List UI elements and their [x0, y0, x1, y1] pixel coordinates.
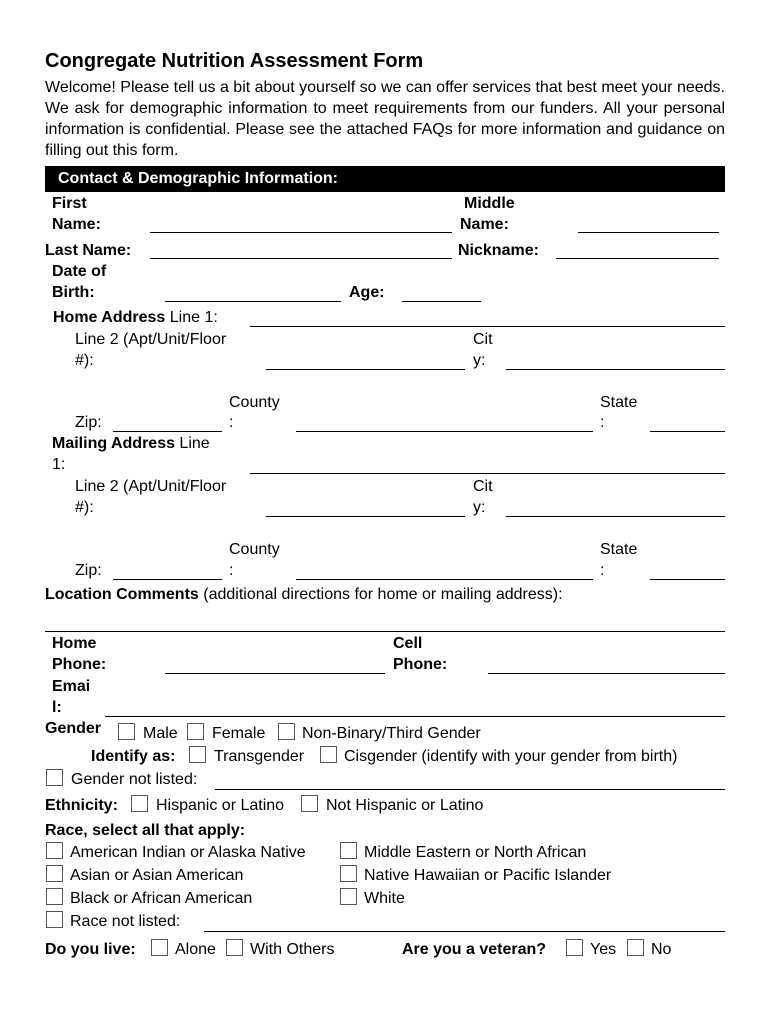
first-name-label-2: Name:	[52, 216, 101, 233]
last-name-input[interactable]	[150, 258, 452, 259]
mailing-county-label-2: :	[229, 562, 234, 579]
race-mena-checkbox[interactable]	[340, 842, 357, 859]
mailing-city-label-2: y:	[473, 499, 486, 516]
home-state-label-2: :	[600, 414, 605, 431]
section-header-text: Contact & Demographic Information:	[58, 170, 339, 187]
home-city-label-1: Cit	[473, 331, 493, 348]
race-label: Race, select all that apply:	[45, 822, 246, 839]
mailing-county-input[interactable]	[296, 579, 593, 580]
veteran-yes-label: Yes	[590, 941, 617, 958]
home-county-label-1: County	[229, 394, 280, 411]
location-comments-label: Location Comments (additional directions for home or mailing address):	[45, 586, 563, 603]
email-label-2: l:	[52, 699, 62, 716]
race-not-listed-checkbox[interactable]	[46, 911, 63, 928]
race-asian-label: Asian or Asian American	[70, 867, 244, 884]
dob-label-2: Birth:	[52, 284, 95, 301]
home-phone-label-2: Phone:	[52, 656, 107, 673]
cell-phone-input[interactable]	[488, 673, 725, 674]
race-mena-label: Middle Eastern or North African	[364, 844, 587, 861]
first-name-label-1: First	[52, 195, 87, 212]
home-address-label: Home Address Line 1:	[53, 309, 218, 326]
veteran-no-checkbox[interactable]	[627, 939, 644, 956]
race-not-listed-input[interactable]	[204, 931, 725, 932]
cell-phone-label-2: Phone:	[393, 656, 448, 673]
race-asian-checkbox[interactable]	[46, 865, 63, 882]
cisgender-label: Cisgender (identify with your gender from birth)	[344, 748, 678, 765]
age-label: Age:	[349, 284, 385, 301]
gender-male-checkbox[interactable]	[118, 723, 135, 740]
last-name-label: Last Name:	[45, 242, 132, 259]
gender-female-label: Female	[212, 725, 266, 742]
nickname-input[interactable]	[556, 258, 719, 259]
identify-as-label: Identify as:	[91, 748, 176, 765]
hispanic-label: Hispanic or Latino	[156, 797, 285, 814]
age-input[interactable]	[402, 301, 481, 302]
gender-nonbinary-label: Non-Binary/Third Gender	[302, 725, 481, 742]
home-zip-input[interactable]	[113, 431, 222, 432]
home-county-input[interactable]	[296, 431, 593, 432]
race-pacific-islander-checkbox[interactable]	[340, 865, 357, 882]
gender-not-listed-label: Gender not listed:	[71, 771, 198, 788]
mailing-county-label-1: County	[229, 541, 280, 558]
live-with-others-checkbox[interactable]	[226, 939, 243, 956]
gender-not-listed-checkbox[interactable]	[46, 769, 63, 786]
race-not-listed-label: Race not listed:	[70, 913, 181, 930]
mailing-address-label: Mailing Address Line	[52, 435, 210, 452]
living-label: Do you live:	[45, 941, 136, 958]
veteran-label: Are you a veteran?	[402, 941, 547, 958]
location-comments-input[interactable]	[45, 631, 725, 632]
home-phone-input[interactable]	[165, 673, 385, 674]
race-white-label: White	[364, 890, 405, 907]
gender-male-label: Male	[143, 725, 178, 742]
middle-name-label-2: Name:	[460, 216, 509, 233]
race-black-label: Black or African American	[70, 890, 253, 907]
gender-female-checkbox[interactable]	[187, 723, 204, 740]
home-line2-label-1: Line 2 (Apt/Unit/Floor	[75, 331, 227, 348]
mailing-zip-label: Zip:	[75, 562, 102, 579]
race-american-indian-checkbox[interactable]	[46, 842, 63, 859]
mailing-city-label-1: Cit	[473, 478, 493, 495]
home-county-label-2: :	[229, 414, 234, 431]
gender-label: Gender	[45, 720, 102, 737]
race-black-checkbox[interactable]	[46, 888, 63, 905]
middle-name-input[interactable]	[578, 232, 719, 233]
first-name-input[interactable]	[150, 232, 452, 233]
dob-input[interactable]	[165, 301, 341, 302]
live-alone-checkbox[interactable]	[151, 939, 168, 956]
form-title: Congregate Nutrition Assessment Form	[45, 50, 424, 72]
gender-nonbinary-checkbox[interactable]	[278, 723, 295, 740]
nickname-label: Nickname:	[458, 242, 539, 259]
ethnicity-label: Ethnicity:	[45, 797, 118, 814]
intro-paragraph: Welcome! Please tell us a bit about yourself so we can offer services that best meet your needs. We ask for demographic information to meet requirements from our funders. All your personal information is confidential. Please see the attached FAQs for more information and guidance on filling out this form.	[45, 79, 725, 159]
race-white-checkbox[interactable]	[340, 888, 357, 905]
transgender-label: Transgender	[214, 748, 305, 765]
mailing-line2-label-2: #):	[75, 499, 94, 516]
email-input[interactable]	[105, 716, 725, 717]
mailing-line2-input[interactable]	[266, 516, 465, 517]
live-with-others-label: With Others	[250, 941, 335, 958]
email-label-1: Emai	[52, 678, 91, 695]
home-state-input[interactable]	[650, 431, 725, 432]
mailing-zip-input[interactable]	[113, 579, 222, 580]
not-hispanic-label: Not Hispanic or Latino	[326, 797, 484, 814]
gender-not-listed-input[interactable]	[215, 789, 725, 790]
cell-phone-label-1: Cell	[393, 635, 423, 652]
race-american-indian-label: American Indian or Alaska Native	[70, 844, 306, 861]
race-pacific-islander-label: Native Hawaiian or Pacific Islander	[364, 867, 612, 884]
not-hispanic-checkbox[interactable]	[301, 795, 318, 812]
middle-name-label-1: Middle	[464, 195, 515, 212]
home-address-line1-input[interactable]	[250, 326, 725, 327]
transgender-checkbox[interactable]	[189, 746, 206, 763]
section-header-bar	[45, 166, 725, 192]
hispanic-checkbox[interactable]	[131, 795, 148, 812]
home-zip-label: Zip:	[75, 414, 102, 431]
home-line2-label-2: #):	[75, 352, 94, 369]
live-alone-label: Alone	[175, 941, 216, 958]
dob-label-1: Date of	[52, 263, 107, 280]
mailing-state-input[interactable]	[650, 579, 725, 580]
cisgender-checkbox[interactable]	[320, 746, 337, 763]
veteran-yes-checkbox[interactable]	[566, 939, 583, 956]
home-line2-input[interactable]	[266, 369, 465, 370]
veteran-no-label: No	[651, 941, 672, 958]
mailing-state-label-2: :	[600, 562, 605, 579]
home-phone-label-1: Home	[52, 635, 97, 652]
home-state-label-1: State	[600, 394, 638, 411]
mailing-address-label-cont: 1:	[52, 456, 66, 473]
mailing-state-label-1: State	[600, 541, 638, 558]
mailing-line2-label-1: Line 2 (Apt/Unit/Floor	[75, 478, 227, 495]
mailing-address-line1-input[interactable]	[250, 473, 725, 474]
home-city-label-2: y:	[473, 352, 486, 369]
mailing-city-input[interactable]	[506, 516, 725, 517]
home-city-input[interactable]	[506, 369, 725, 370]
